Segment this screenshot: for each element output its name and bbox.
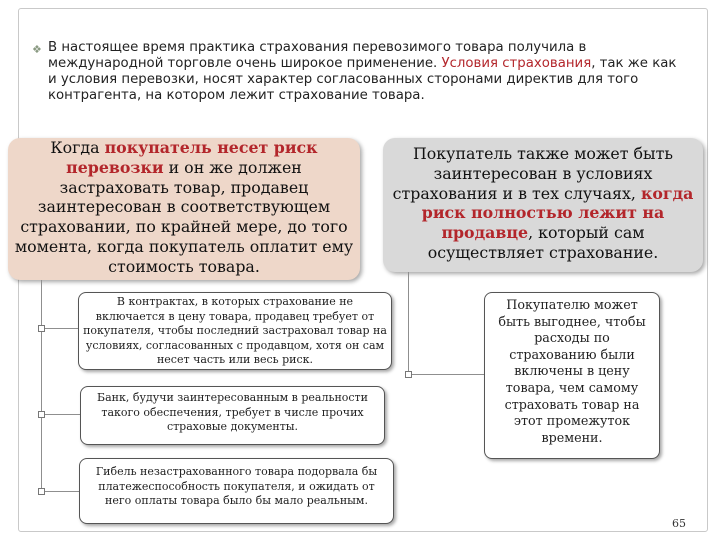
seller-risk-text-b: , который сам осуществляет страхование. [427, 223, 659, 262]
connector-right-h [408, 374, 484, 375]
intro-text-a: В настоящее время практика страхования перевозимого товара получила в международной торговле очень широкое применение. [48, 40, 587, 71]
connector-tick-2 [38, 411, 45, 418]
connector-left-vertical [41, 280, 42, 492]
intro-paragraph [32, 40, 688, 104]
connector-left-h2 [41, 414, 80, 415]
intro-highlight: Условия страхования [441, 56, 592, 71]
buyer-risk-highlight: покупатель несет риск перевозки [66, 138, 318, 177]
page-number: 65 [672, 517, 686, 530]
connector-left-h1 [41, 328, 78, 329]
intro-text-b: , так же как и условия перевозки, носят характер согласованных сторонами директив для того контрагента, на котором лежит страхование товара. [48, 56, 677, 103]
note-uninsured-loss: Гибель незастрахованного товара подорвала бы платежеспособность покупателя, и ожидать от него оплаты товара было бы мало реальным. [79, 458, 394, 524]
seller-risk-box [383, 138, 703, 272]
connector-right-vertical [408, 272, 409, 374]
seller-risk-text-a: Покупатель также может быть заинтересован в условиях страхования и в тех случаях, [392, 144, 673, 203]
buyer-risk-text-b: и он же должен застраховать товар, продавец заинтересован в соответствующем страховании, по крайней мере, до того момента, когда покупатель оплатит ему стоимость товара. [14, 157, 354, 276]
bullet-icon: ❖ [32, 43, 42, 56]
seller-risk-highlight: когда риск полностью лежит на продавце [421, 183, 694, 243]
connector-left-h3 [41, 491, 79, 492]
note-bank-documents: Банк, будучи заинтересованным в реальности такого обеспечения, требует в числе прочих страховые документы. [80, 386, 385, 445]
connector-tick-1 [38, 325, 45, 332]
buyer-risk-box [8, 138, 360, 280]
note-buyer-benefit: Покупателю может быть выгоднее, чтобы расходы по страхованию были включены в цену товара, чем самому страховать товар на этот промежуток времени. [484, 292, 660, 459]
connector-tick-3 [38, 488, 45, 495]
connector-tick-4 [405, 371, 412, 378]
buyer-risk-text-a: Когда [50, 138, 105, 157]
note-contract-insurance: В контрактах, в которых страхование не включается в цену товара, продавец требует от покупателя, чтобы последний застраховал товар на условиях, согласованных с продавцом, хотя он сам несет часть или весь риск. [78, 292, 392, 370]
